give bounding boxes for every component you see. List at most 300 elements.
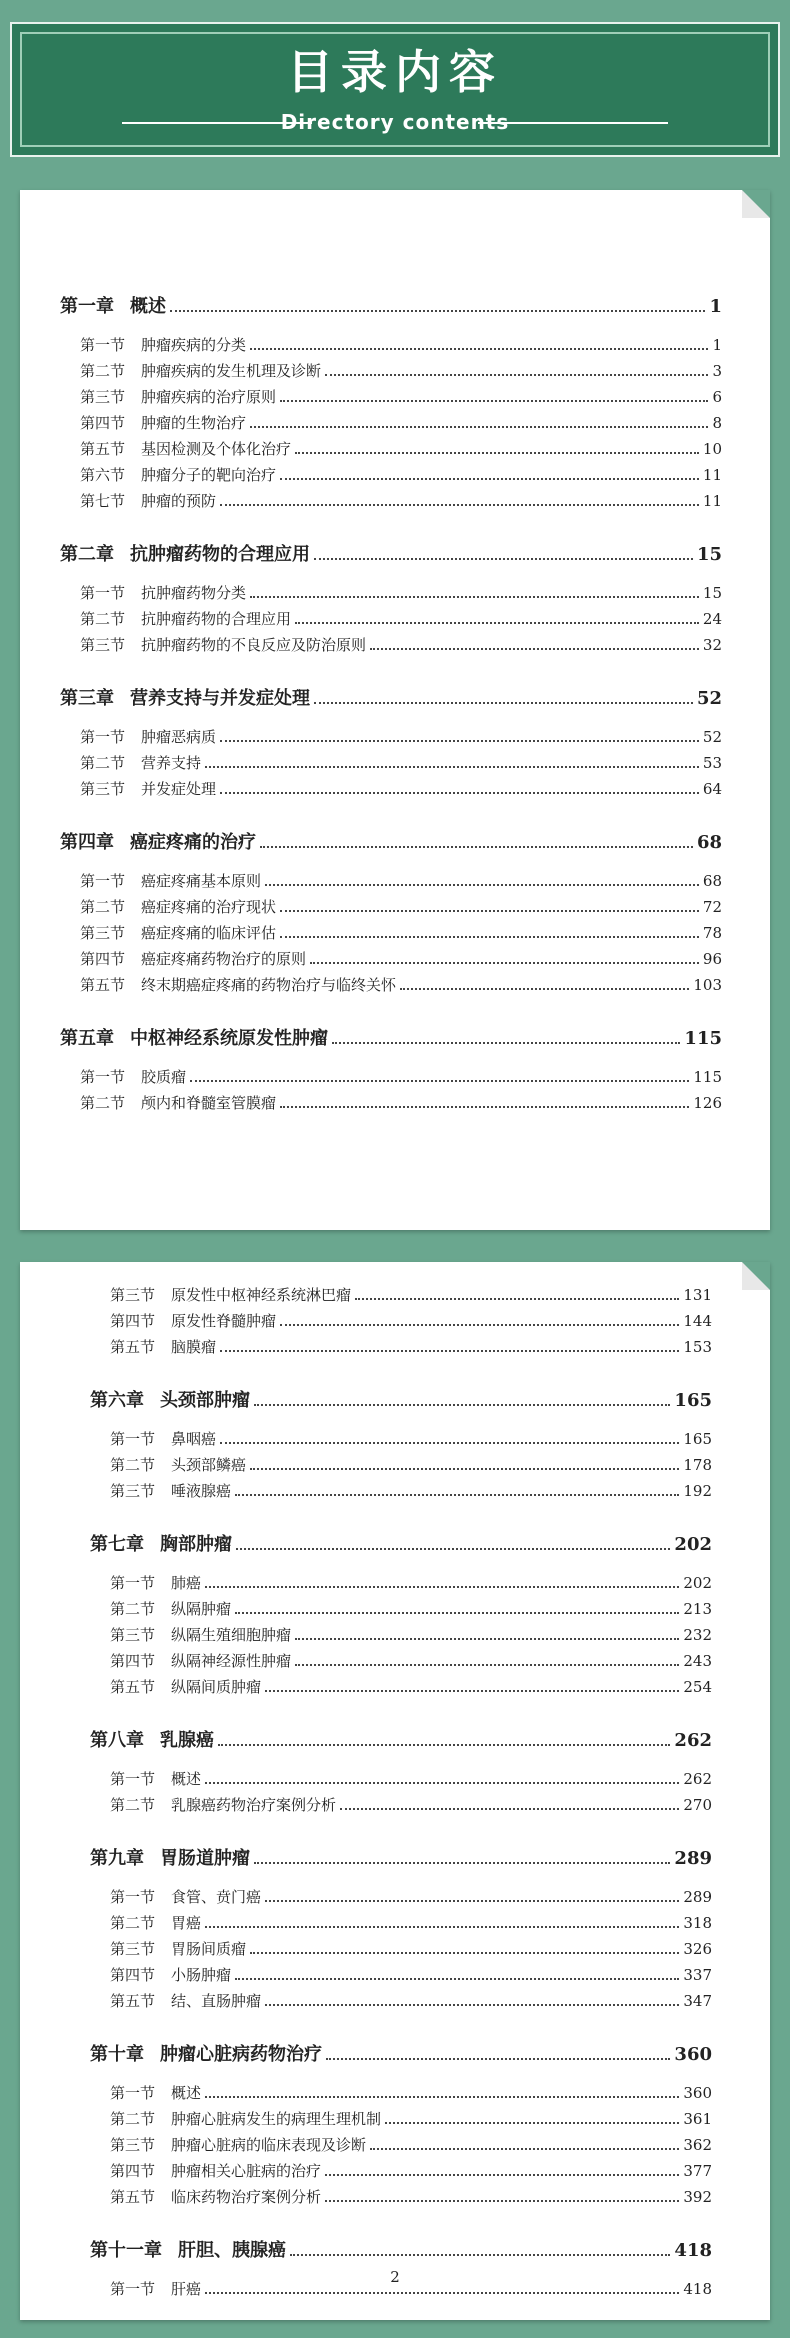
chapter-title: 肝胆、胰腺癌 [178, 2240, 286, 2261]
chapter-title: 抗肿瘤药物的合理应用 [130, 544, 310, 565]
section-page-number: 68 [702, 872, 722, 890]
toc-section-entry[interactable] [60, 750, 722, 776]
header-subtitle: Directory contents [280, 110, 510, 134]
section-page-number: 243 [683, 1652, 712, 1670]
toc-chapter [60, 828, 722, 998]
section-label [110, 1884, 261, 1910]
toc-section-entry[interactable] [90, 1282, 712, 1308]
section-number: 第二节 [110, 2110, 156, 2128]
section-number: 第五节 [110, 1678, 156, 1696]
chapter-number: 第九章 [90, 1848, 144, 1869]
section-label [80, 580, 246, 606]
section-number: 第一节 [80, 336, 126, 354]
section-number: 第一节 [80, 728, 126, 746]
toc-section-entry[interactable] [60, 946, 722, 972]
section-label [110, 1478, 231, 1504]
toc-chapter [90, 2040, 712, 2210]
dot-leader [220, 504, 699, 506]
section-title: 临床药物治疗案例分析 [171, 2188, 322, 2206]
toc-section-entry[interactable] [90, 1308, 712, 1334]
dot-leader [220, 1442, 679, 1444]
section-page-number: 361 [683, 2110, 712, 2128]
section-title: 抗肿瘤药物的不良反应及防治原则 [141, 636, 367, 654]
section-number: 第四节 [110, 1966, 156, 1984]
section-page-number: 213 [683, 1600, 712, 1618]
section-page-number: 418 [683, 2280, 712, 2298]
section-label [80, 946, 306, 972]
section-title: 肿瘤心脏病的临床表现及诊断 [171, 2136, 367, 2154]
toc-section-entry[interactable] [60, 606, 722, 632]
dot-leader [260, 846, 693, 848]
section-number: 第一节 [80, 872, 126, 890]
dot-leader [325, 374, 708, 376]
dot-leader [205, 766, 699, 768]
chapter-title: 概述 [130, 296, 166, 317]
chapter-number: 第七章 [90, 1534, 144, 1555]
section-label [80, 606, 291, 632]
section-title: 终末期癌症疼痛的药物治疗与临终关怀 [141, 976, 397, 994]
section-label [80, 1090, 276, 1116]
section-number: 第一节 [80, 1068, 126, 1086]
section-label [80, 436, 291, 462]
dot-leader [235, 1494, 679, 1496]
section-number: 第二节 [110, 1796, 156, 1814]
section-page-number: 144 [683, 1312, 712, 1330]
section-number: 第五节 [80, 976, 126, 994]
section-list [60, 724, 722, 802]
toc-list [90, 1282, 712, 2328]
section-page-number: 15 [702, 584, 722, 602]
chapter-page-number: 1 [709, 296, 722, 317]
dot-leader [250, 1952, 679, 1954]
chapter-number: 第三章 [60, 688, 114, 709]
section-page-number: 11 [702, 492, 722, 510]
section-label [80, 358, 321, 384]
dot-leader [265, 884, 699, 886]
section-label [80, 410, 246, 436]
chapter-title: 胸部肿瘤 [160, 1534, 232, 1555]
dot-leader [250, 348, 708, 350]
toc-chapter [60, 540, 722, 658]
section-title: 鼻咽癌 [171, 1430, 217, 1448]
page-number: 2 [390, 2268, 400, 2286]
dot-leader [205, 2096, 679, 2098]
section-label [110, 1596, 231, 1622]
section-number: 第五节 [80, 440, 126, 458]
chapter-page-number: 52 [696, 688, 722, 709]
dot-leader [265, 1690, 679, 1692]
toc-section-entry[interactable] [60, 972, 722, 998]
section-page-number: 78 [702, 924, 722, 942]
dot-leader [254, 1862, 670, 1864]
section-label [110, 1282, 351, 1308]
toc-section-entry[interactable] [90, 1452, 712, 1478]
dot-leader [170, 310, 705, 312]
toc-section-entry[interactable] [90, 1792, 712, 1818]
dot-leader [220, 1350, 679, 1352]
chapter-title: 头颈部肿瘤 [160, 1390, 250, 1411]
dot-leader [280, 910, 699, 912]
dot-leader [295, 622, 699, 624]
section-number: 第三节 [110, 1626, 156, 1644]
section-number: 第三节 [110, 1482, 156, 1500]
dot-leader [310, 962, 699, 964]
section-number: 第四节 [110, 1652, 156, 1670]
dot-leader [340, 1808, 679, 1810]
section-page-number: 24 [702, 610, 722, 628]
section-number: 第一节 [80, 584, 126, 602]
section-page-number: 192 [683, 1482, 712, 1500]
dot-leader [280, 478, 699, 480]
toc-section-entry[interactable] [90, 1988, 712, 2014]
toc-chapter-entry[interactable] [60, 684, 722, 714]
section-number: 第三节 [110, 1286, 156, 1304]
dot-leader [290, 2254, 670, 2256]
chapter-label [90, 2040, 322, 2070]
toc-section-entry[interactable] [60, 488, 722, 514]
section-number: 第六节 [80, 466, 126, 484]
dot-leader [295, 1638, 679, 1640]
section-label [110, 1674, 261, 1700]
section-title: 肿瘤疾病的治疗原则 [141, 388, 277, 406]
section-page-number: 64 [702, 780, 722, 798]
dot-leader [265, 2004, 679, 2006]
section-label [110, 1910, 201, 1936]
dot-leader [220, 740, 699, 742]
continued-section-list [90, 1282, 712, 1360]
dot-leader [254, 1404, 670, 1406]
section-label [110, 1622, 291, 1648]
page-fold-corner [742, 190, 770, 218]
dot-leader [205, 1926, 679, 1928]
section-page-number: 392 [683, 2188, 712, 2206]
section-label [110, 2132, 366, 2158]
dot-leader [250, 426, 708, 428]
toc-section-entry[interactable] [60, 358, 722, 384]
dot-leader [370, 2148, 679, 2150]
section-number: 第二节 [80, 898, 126, 916]
section-label [110, 2158, 321, 2184]
toc-section-entry[interactable] [90, 2184, 712, 2210]
section-page-number: 262 [683, 1770, 712, 1788]
section-list [90, 1766, 712, 1818]
section-list [90, 1426, 712, 1504]
toc-section-entry[interactable] [60, 894, 722, 920]
toc-section-entry[interactable] [90, 2106, 712, 2132]
dot-leader [235, 1612, 679, 1614]
dot-leader [325, 2200, 679, 2202]
section-label [110, 1988, 261, 2014]
section-label [80, 724, 216, 750]
chapter-label [60, 684, 310, 714]
toc-section-entry[interactable] [60, 1090, 722, 1116]
section-label [110, 1936, 246, 1962]
section-label [110, 1426, 216, 1452]
toc-section-entry[interactable] [90, 2080, 712, 2106]
section-number: 第三节 [110, 1940, 156, 1958]
section-label [80, 632, 366, 658]
chapter-number: 第六章 [90, 1390, 144, 1411]
toc-section-entry[interactable] [90, 1884, 712, 1910]
section-page-number: 360 [683, 2084, 712, 2102]
toc-section-entry[interactable] [60, 920, 722, 946]
section-title: 肿瘤相关心脏病的治疗 [171, 2162, 322, 2180]
section-title: 胶质瘤 [141, 1068, 187, 1086]
section-page-number: 6 [712, 388, 722, 406]
dot-leader [325, 2174, 679, 2176]
toc-section-entry[interactable] [60, 776, 722, 802]
section-title: 原发性中枢神经系统淋巴瘤 [171, 1286, 352, 1304]
section-title: 纵隔生殖细胞肿瘤 [171, 1626, 292, 1644]
toc-section-entry[interactable] [60, 868, 722, 894]
section-number: 第四节 [80, 950, 126, 968]
section-label [110, 1962, 231, 1988]
section-title: 纵隔肿瘤 [171, 1600, 232, 1618]
toc-chapter [90, 1844, 712, 2014]
section-number: 第一节 [110, 1574, 156, 1592]
section-title: 结、直肠肿瘤 [171, 1992, 262, 2010]
section-number: 第七节 [80, 492, 126, 510]
section-number: 第五节 [110, 1992, 156, 2010]
toc-section-entry[interactable] [60, 724, 722, 750]
section-title: 肝癌 [171, 2280, 202, 2298]
section-label [110, 1792, 336, 1818]
toc-chapter-entry[interactable] [60, 540, 722, 570]
toc-chapter [90, 1726, 712, 1818]
section-page-number: 115 [693, 1068, 722, 1086]
section-page-number: 131 [683, 1286, 712, 1304]
section-label [110, 1334, 216, 1360]
section-title: 肿瘤分子的靶向治疗 [141, 466, 277, 484]
section-label [80, 332, 246, 358]
dot-leader [265, 1900, 679, 1902]
section-title: 肿瘤的生物治疗 [141, 414, 247, 432]
chapter-number: 第十章 [90, 2044, 144, 2065]
dot-leader [314, 558, 693, 560]
section-label [80, 462, 276, 488]
section-page-number: 8 [712, 414, 722, 432]
chapter-number: 第二章 [60, 544, 114, 565]
section-number: 第二节 [80, 754, 126, 772]
section-number: 第二节 [80, 362, 126, 380]
section-page-number: 10 [702, 440, 722, 458]
toc-section-entry[interactable] [60, 1064, 722, 1090]
chapter-title: 癌症疼痛的治疗 [130, 832, 256, 853]
toc-section-entry[interactable] [60, 436, 722, 462]
section-label [110, 2080, 201, 2106]
chapter-page-number: 289 [674, 1848, 712, 1869]
section-label [80, 920, 276, 946]
section-page-number: 362 [683, 2136, 712, 2154]
section-page-number: 254 [683, 1678, 712, 1696]
section-number: 第三节 [110, 2136, 156, 2154]
section-label [80, 776, 216, 802]
toc-section-entry[interactable] [60, 384, 722, 410]
section-list [60, 868, 722, 998]
section-page-number: 270 [683, 1796, 712, 1814]
chapter-label [60, 540, 310, 570]
toc-section-entry[interactable] [90, 1962, 712, 1988]
dot-leader [250, 1468, 679, 1470]
chapter-page-number: 165 [674, 1390, 712, 1411]
section-page-number: 103 [693, 976, 722, 994]
section-page-number: 3 [712, 362, 722, 380]
section-label [110, 1452, 246, 1478]
chapter-page-number: 418 [674, 2240, 712, 2261]
section-label [110, 1766, 201, 1792]
section-number: 第二节 [80, 610, 126, 628]
section-number: 第四节 [110, 2162, 156, 2180]
chapter-number: 第八章 [90, 1730, 144, 1751]
section-title: 脑膜瘤 [171, 1338, 217, 1356]
section-title: 胃癌 [171, 1914, 202, 1932]
chapter-label [60, 292, 166, 322]
section-label [80, 868, 261, 894]
dot-leader [280, 1106, 689, 1108]
toc-chapter [90, 1530, 712, 1700]
section-title: 纵隔神经源性肿瘤 [171, 1652, 292, 1670]
section-title: 头颈部鳞癌 [171, 1456, 247, 1474]
section-title: 营养支持 [141, 754, 202, 772]
chapter-title: 肿瘤心脏病药物治疗 [160, 2044, 322, 2065]
toc-chapter-entry[interactable] [90, 1726, 712, 1756]
dot-leader [355, 1298, 679, 1300]
chapter-label [90, 1386, 250, 1416]
toc-section-entry[interactable] [90, 1478, 712, 1504]
chapter-number: 第四章 [60, 832, 114, 853]
toc-chapter [60, 292, 722, 514]
toc-section-entry[interactable] [90, 1936, 712, 1962]
section-list [90, 1884, 712, 2014]
section-label [80, 894, 276, 920]
toc-chapter-entry[interactable] [90, 1386, 712, 1416]
toc-page-1 [20, 190, 770, 1230]
toc-chapter-entry[interactable] [60, 828, 722, 858]
toc-chapter-entry[interactable] [90, 2236, 712, 2266]
toc-section-entry[interactable] [90, 1766, 712, 1792]
section-page-number: 153 [683, 1338, 712, 1356]
section-page-number: 165 [683, 1430, 712, 1448]
section-label [110, 1648, 291, 1674]
toc-chapter-entry[interactable] [90, 1844, 712, 1874]
section-number: 第一节 [110, 1888, 156, 1906]
section-title: 并发症处理 [141, 780, 217, 798]
section-list [60, 1064, 722, 1116]
toc-section-entry[interactable] [90, 1910, 712, 1936]
chapter-title: 乳腺癌 [160, 1730, 214, 1751]
chapter-label [90, 2236, 286, 2266]
section-title: 颅内和脊髓室管膜瘤 [141, 1094, 277, 1112]
section-number: 第一节 [110, 2084, 156, 2102]
section-number: 第三节 [80, 636, 126, 654]
section-page-number: 326 [683, 1940, 712, 1958]
section-number: 第二节 [110, 1914, 156, 1932]
section-page-number: 53 [702, 754, 722, 772]
section-number: 第一节 [110, 1770, 156, 1788]
section-title: 概述 [171, 2084, 202, 2102]
toc-section-entry[interactable] [60, 632, 722, 658]
section-label [80, 488, 216, 514]
toc-section-entry[interactable] [60, 410, 722, 436]
toc-chapter [90, 1386, 712, 1504]
section-title: 肿瘤疾病的分类 [141, 336, 247, 354]
toc-chapter-entry[interactable] [90, 2040, 712, 2070]
toc-section-entry[interactable] [60, 462, 722, 488]
section-title: 癌症疼痛的临床评估 [141, 924, 277, 942]
chapter-label [60, 1024, 328, 1054]
chapter-number: 第一章 [60, 296, 114, 317]
toc-section-entry[interactable] [90, 2158, 712, 2184]
toc-section-entry[interactable] [90, 1570, 712, 1596]
section-label [110, 2184, 321, 2210]
chapter-page-number: 360 [674, 2044, 712, 2065]
section-page-number: 377 [683, 2162, 712, 2180]
toc-section-entry[interactable] [60, 332, 722, 358]
section-number: 第四节 [80, 414, 126, 432]
section-label [80, 1064, 186, 1090]
chapter-page-number: 262 [674, 1730, 712, 1751]
dot-leader [280, 400, 708, 402]
section-number: 第三节 [80, 924, 126, 942]
toc-chapter-entry[interactable] [60, 1024, 722, 1054]
section-list [90, 1570, 712, 1700]
section-page-number: 96 [702, 950, 722, 968]
toc-section-entry[interactable] [90, 1674, 712, 1700]
toc-chapter-entry[interactable] [60, 292, 722, 322]
section-title: 纵隔间质肿瘤 [171, 1678, 262, 1696]
dot-leader [295, 1664, 679, 1666]
dot-leader [295, 452, 699, 454]
toc-section-entry[interactable] [90, 1426, 712, 1452]
dot-leader [280, 936, 699, 938]
section-number: 第二节 [80, 1094, 126, 1112]
toc-section-entry[interactable] [90, 1596, 712, 1622]
section-list [60, 332, 722, 514]
section-label [80, 384, 276, 410]
dot-leader [236, 1548, 670, 1550]
toc-section-entry[interactable] [90, 1648, 712, 1674]
section-label [110, 1570, 201, 1596]
toc-section-entry[interactable] [90, 2132, 712, 2158]
section-title: 肺癌 [171, 1574, 202, 1592]
dot-leader [205, 1586, 679, 1588]
toc-list [60, 280, 722, 1142]
toc-chapter-entry[interactable] [90, 1530, 712, 1560]
section-title: 概述 [171, 1770, 202, 1788]
toc-section-entry[interactable] [60, 580, 722, 606]
section-number: 第一节 [110, 1430, 156, 1448]
toc-section-entry[interactable] [90, 1334, 712, 1360]
section-title: 肿瘤恶病质 [141, 728, 217, 746]
section-number: 第五节 [110, 2188, 156, 2206]
toc-section-entry[interactable] [90, 1622, 712, 1648]
chapter-title: 胃肠道肿瘤 [160, 1848, 250, 1869]
section-page-number: 32 [702, 636, 722, 654]
section-number: 第一节 [110, 2280, 156, 2298]
section-page-number: 318 [683, 1914, 712, 1932]
chapter-number: 第十一章 [90, 2240, 162, 2261]
chapter-label [90, 1844, 250, 1874]
chapter-label [60, 828, 256, 858]
section-page-number: 126 [693, 1094, 722, 1112]
chapter-page-number: 68 [696, 832, 722, 853]
section-title: 抗肿瘤药物分类 [141, 584, 247, 602]
section-page-number: 202 [683, 1574, 712, 1592]
section-number: 第二节 [110, 1600, 156, 1618]
section-title: 抗肿瘤药物的合理应用 [141, 610, 292, 628]
toc-page-2 [20, 1262, 770, 2320]
section-label [80, 750, 201, 776]
